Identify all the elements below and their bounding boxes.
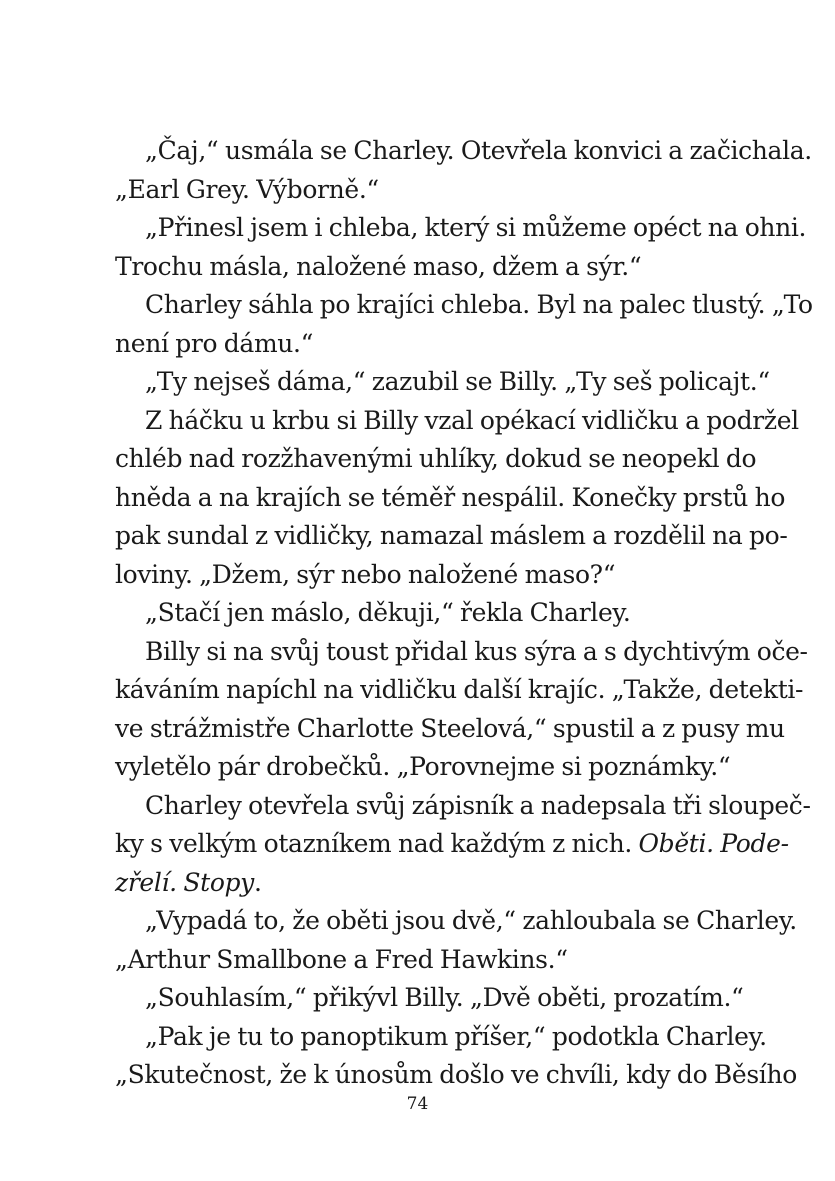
- text-line: „Čaj,“ usmála se Charley. Otevřela konvici a začichala.: [145, 136, 812, 165]
- text-line: „Souhlasím,“ přikývl Billy. „Dvě oběti, prozatím.“: [145, 983, 744, 1012]
- body-text: [115, 132, 813, 1095]
- text-line: „Earl Grey. Výborně.“: [115, 174, 379, 204]
- text-line: ve strážmistře Charlotte Steelová,“ spustil a z pusy mu: [115, 713, 785, 743]
- text-line: loviny. „Džem, sýr nebo naložené maso?“: [115, 559, 616, 589]
- text-line: „Ty nejseš dáma,“ zazubil se Billy. „Ty seš policajt.“: [145, 367, 770, 396]
- text-line: „Vypadá to, že oběti jsou dvě,“ zahloubala se Charley.: [145, 906, 797, 935]
- text-line: [115, 864, 720, 903]
- text-line: „Stačí jen máslo, děkuji,“ řekla Charley.: [145, 598, 631, 627]
- text-fragment: ky s velkým otazníkem nad každým z nich.: [115, 829, 639, 858]
- text-line: chléb nad rozžhavenými uhlíky, dokud se neopekl do: [115, 444, 757, 473]
- text-line: Charley sáhla po krajíci chleba. Byl na palec tlustý. „To: [145, 290, 813, 319]
- text-line: Billy si na svůj toust přidal kus sýra a s dychtivým oče-: [145, 636, 808, 666]
- text-line: „Arthur Smallbone a Fred Hawkins.“: [115, 944, 568, 974]
- text-line: „Přinesl jsem i chleba, který si můžeme opéct na ohni.: [145, 213, 807, 242]
- text-line: hněda a na krajích se téměř nespálil. Konečky prstů ho: [115, 482, 786, 512]
- text-line: [115, 825, 789, 864]
- text-line: Charley otevřela svůj zápisník a nadepsala tři sloupeč-: [145, 790, 811, 820]
- italic-heading: zřelí. Stopy: [115, 867, 254, 897]
- text-line: pak sundal z vidličky, namazal máslem a rozdělil na po-: [115, 521, 788, 550]
- text-fragment: .: [253, 867, 262, 897]
- text-line: vyletělo pár drobečků. „Porovnejme si poznámky.“: [115, 752, 731, 781]
- text-line: Z háčku u krbu si Billy vzal opékací vidličku a podržel: [145, 405, 799, 435]
- text-line: káváním napíchl na vidličku další krajíc. „Takže, detekti-: [115, 675, 804, 704]
- text-line: „Pak je tu to panoptikum příšer,“ podotkla Charley.: [145, 1021, 767, 1051]
- text-line: není pro dámu.“: [115, 328, 314, 358]
- italic-heading: Oběti. Pode-: [638, 829, 789, 858]
- page-number: 74: [406, 1094, 429, 1114]
- text-line: „Skutečnost, že k únosům došlo ve chvíli, kdy do Běsího: [115, 1060, 797, 1089]
- text-line: Trochu másla, naložené maso, džem a sýr.“: [115, 251, 642, 281]
